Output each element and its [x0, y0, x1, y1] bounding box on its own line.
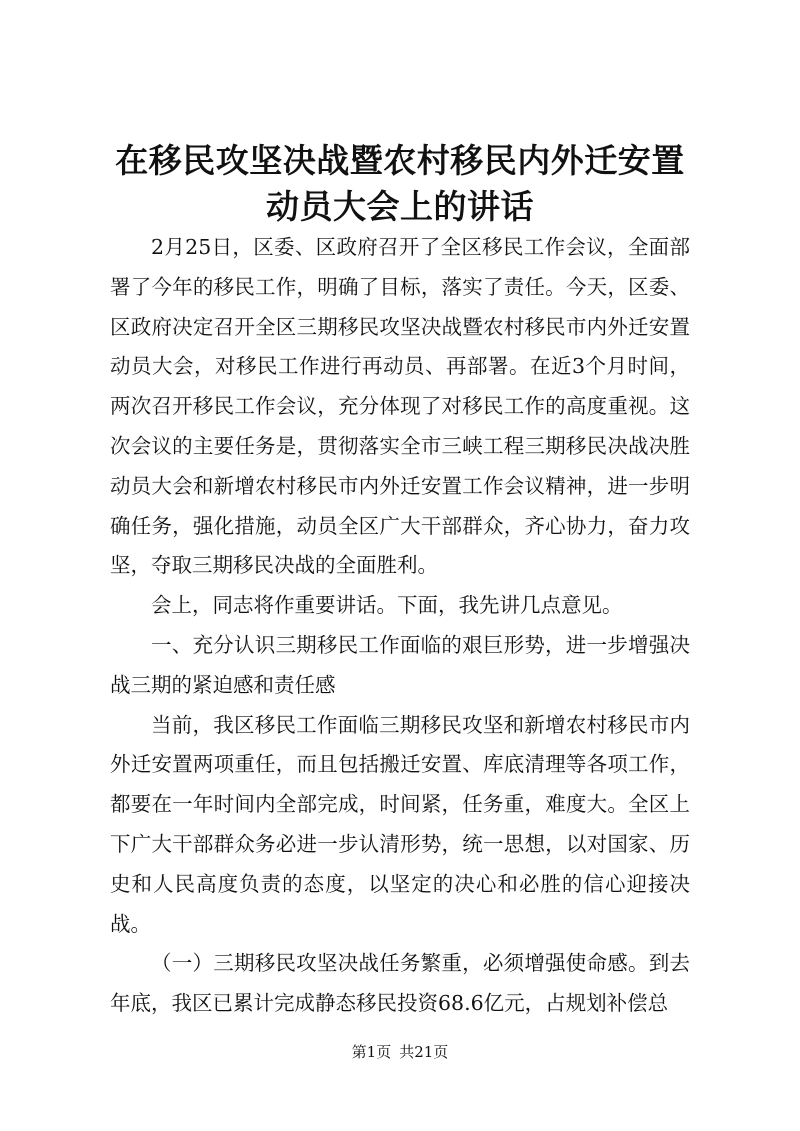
page-total: 共21页	[399, 1043, 449, 1061]
page-number: 第1页	[351, 1043, 392, 1061]
section-heading: 一、充分认识三期移民工作面临的艰巨形势，进一步增强决战三期的紧迫感和责任感	[110, 632, 690, 697]
document-title: 在移民攻坚决战暨农村移民内外迁安置动员大会上的讲话	[115, 141, 685, 226]
paragraph: （一）三期移民攻坚决战任务繁重，必须增强使命感。到去年底，我区已累计完成静态移民投资68.6亿元，占规划补偿总	[110, 951, 690, 1016]
paragraph: 2月25日，区委、区政府召开了全区移民工作会议，全面部署了今年的移民工作，明确了目标，落实了责任。今天，区委、区政府决定召开全区三期移民攻坚决战暨农村移民市内外迁安置动员大会，对移民工作进行再动员、再部署。在近3个月时间，两次召开移民工作会议，充分体现了对移民工作的高度重视。这次会议的主要任务是，贯彻落实全市三峡工程三期移民决战决胜动员大会和新增农村移民市内外迁安置工作会议精神，进一步明确任务，强化措施，动员全区广大干部群众，齐心协力，奋力攻坚，夺取三期移民决战的全面胜利。	[110, 235, 690, 578]
document-body	[110, 228, 690, 1024]
paragraph: 当前，我区移民工作面临三期移民攻坚和新增农村移民市内外迁安置两项重任，而且包括搬迁安置、库底清理等各项工作，都要在一年时间内全部完成，时间紧，任务重，难度大。全区上下广大干部群众务必进一步认清形势，统一思想，以对国家、历史和人民高度负责的态度，以坚定的决心和必胜的信心迎接决战。	[110, 712, 690, 936]
page-footer	[0, 1042, 800, 1062]
paragraph: 会上，同志将作重要讲话。下面，我先讲几点意见。	[151, 593, 623, 618]
